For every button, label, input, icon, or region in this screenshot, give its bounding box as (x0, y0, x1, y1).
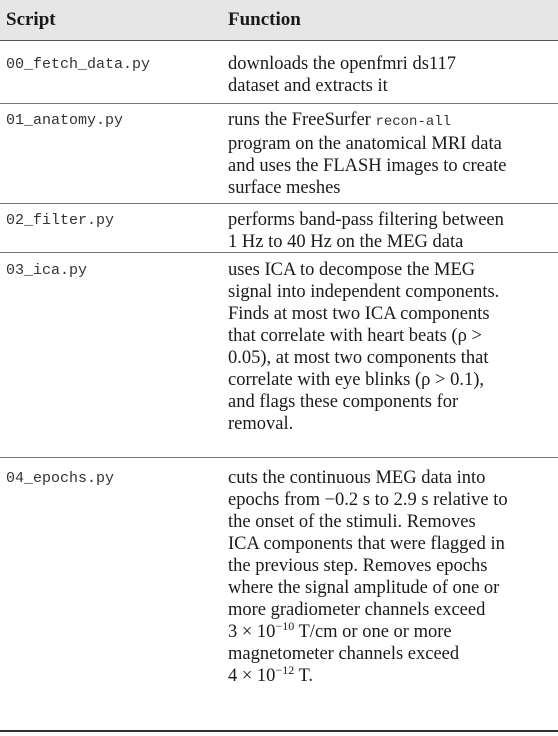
script-name: 01_anatomy.py (6, 112, 124, 129)
row-divider (0, 457, 558, 458)
function-line: 1 Hz to 40 Hz on the MEG data (228, 232, 464, 252)
function-text: runs the FreeSurfer (228, 110, 376, 130)
header-script: Script (6, 9, 56, 30)
function-description (228, 259, 554, 435)
function-line: surface meshes (228, 178, 341, 198)
function-line: where the signal amplitude of one or (228, 578, 500, 598)
row-divider (0, 103, 558, 104)
function-line: uses ICA to decompose the MEG (228, 260, 476, 280)
function-text: T/cm or one or more (294, 622, 452, 642)
function-description (228, 467, 554, 687)
function-line: epochs from −0.2 s to 2.9 s relative to (228, 490, 508, 510)
function-line: 0.05), at most two components that (228, 348, 489, 368)
function-description (228, 109, 554, 199)
exponent-base: 4 × 10 (228, 666, 276, 686)
code-snippet: recon-all (375, 114, 452, 130)
exponent-power: −10 (275, 618, 295, 633)
script-name: 00_fetch_data.py (6, 56, 151, 73)
function-line: and flags these components for (228, 392, 459, 412)
function-line: removal. (228, 414, 294, 434)
header-divider (0, 40, 558, 41)
function-line: correlate with eye blinks (ρ > 0.1), (228, 370, 484, 390)
function-description (228, 53, 554, 97)
exponent-power: −12 (275, 662, 295, 677)
function-line: program on the anatomical MRI data (228, 134, 502, 154)
function-line (228, 662, 554, 687)
script-name: 02_filter.py (6, 212, 115, 229)
function-line (228, 618, 554, 643)
row-divider (0, 252, 558, 253)
function-line: performs band-pass filtering between (228, 210, 504, 230)
function-line: and uses the FLASH images to create (228, 156, 507, 176)
function-description (228, 209, 554, 253)
function-line: dataset and extracts it (228, 76, 388, 96)
function-line (228, 109, 554, 133)
function-line: downloads the openfmri ds117 (228, 54, 456, 74)
row-divider (0, 203, 558, 204)
header-function: Function (228, 9, 301, 30)
script-name: 04_epochs.py (6, 470, 115, 487)
function-line: signal into independent components. (228, 282, 500, 302)
table-bottom-rule (0, 730, 558, 732)
function-line: Finds at most two ICA components (228, 304, 490, 324)
function-line: cuts the continuous MEG data into (228, 468, 486, 488)
function-text: T. (294, 666, 314, 686)
function-line: that correlate with heart beats (ρ > (228, 326, 482, 346)
function-line: the onset of the stimuli. Removes (228, 512, 476, 532)
script-name: 03_ica.py (6, 262, 88, 279)
table-header (0, 0, 558, 40)
exponent-base: 3 × 10 (228, 622, 276, 642)
function-line: ICA components that were flagged in (228, 534, 505, 554)
function-line: magnetometer channels exceed (228, 644, 460, 664)
function-line: more gradiometer channels exceed (228, 600, 486, 620)
function-line: the previous step. Removes epochs (228, 556, 488, 576)
